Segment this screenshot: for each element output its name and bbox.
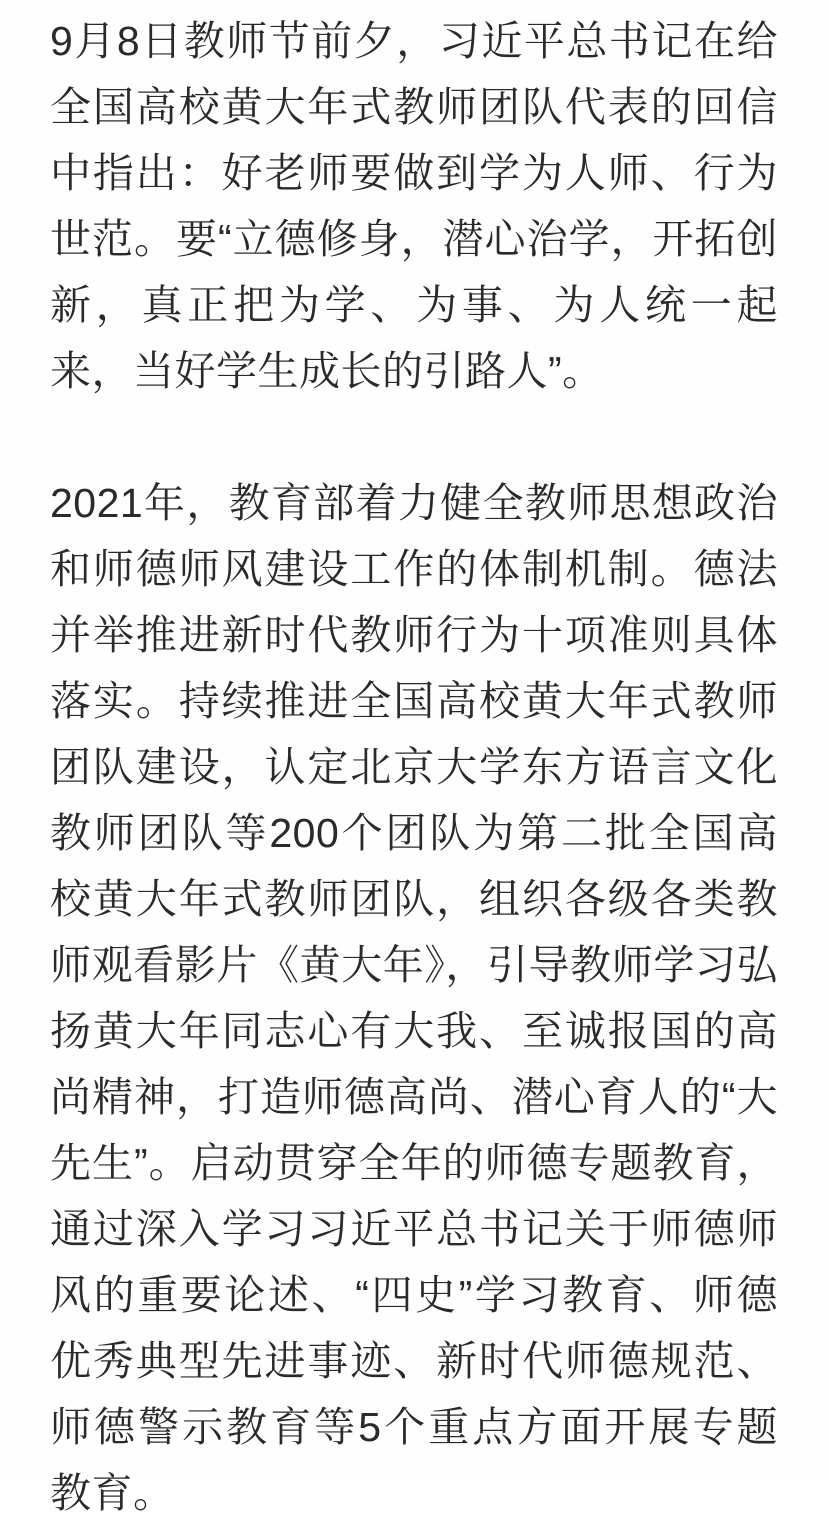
article-paragraph-teachers-day-letter: 9月8日教师节前夕，习近平总书记在给全国高校黄大年式教师团队代表的回信中指出：好老师要做到学为人师、行为世范。要“立德修身，潜心治学，开拓创新，真正把为学、为事、为人统一起来，当好学生成长的引路人”。 [50, 18, 778, 394]
article-paragraph-2021-teacher-ethics-work: 2021年，教育部着力健全教师思想政治和师德师风建设工作的体制机制。德法并举推进新时代教师行为十项准则具体落实。持续推进全国高校黄大年式教师团队建设，认定北京大学东方语言文化教师团队等200个团队为第二批全国高校黄大年式教师团队，组织各级各类教师观看影片《黄大年》，引导教师学习弘扬黄大年同志心有大我、至诚报国的高尚精神，打造师德高尚、潜心育人的“大先生”。启动贯穿全年的师德专题教育，通过深入学习习近平总书记关于师德师风的重要论述、“四史”学习教育、师德优秀典型先进事迹、新时代师德规范、师德警示教育等5个重点方面开展专题教育。 [50, 480, 778, 1516]
